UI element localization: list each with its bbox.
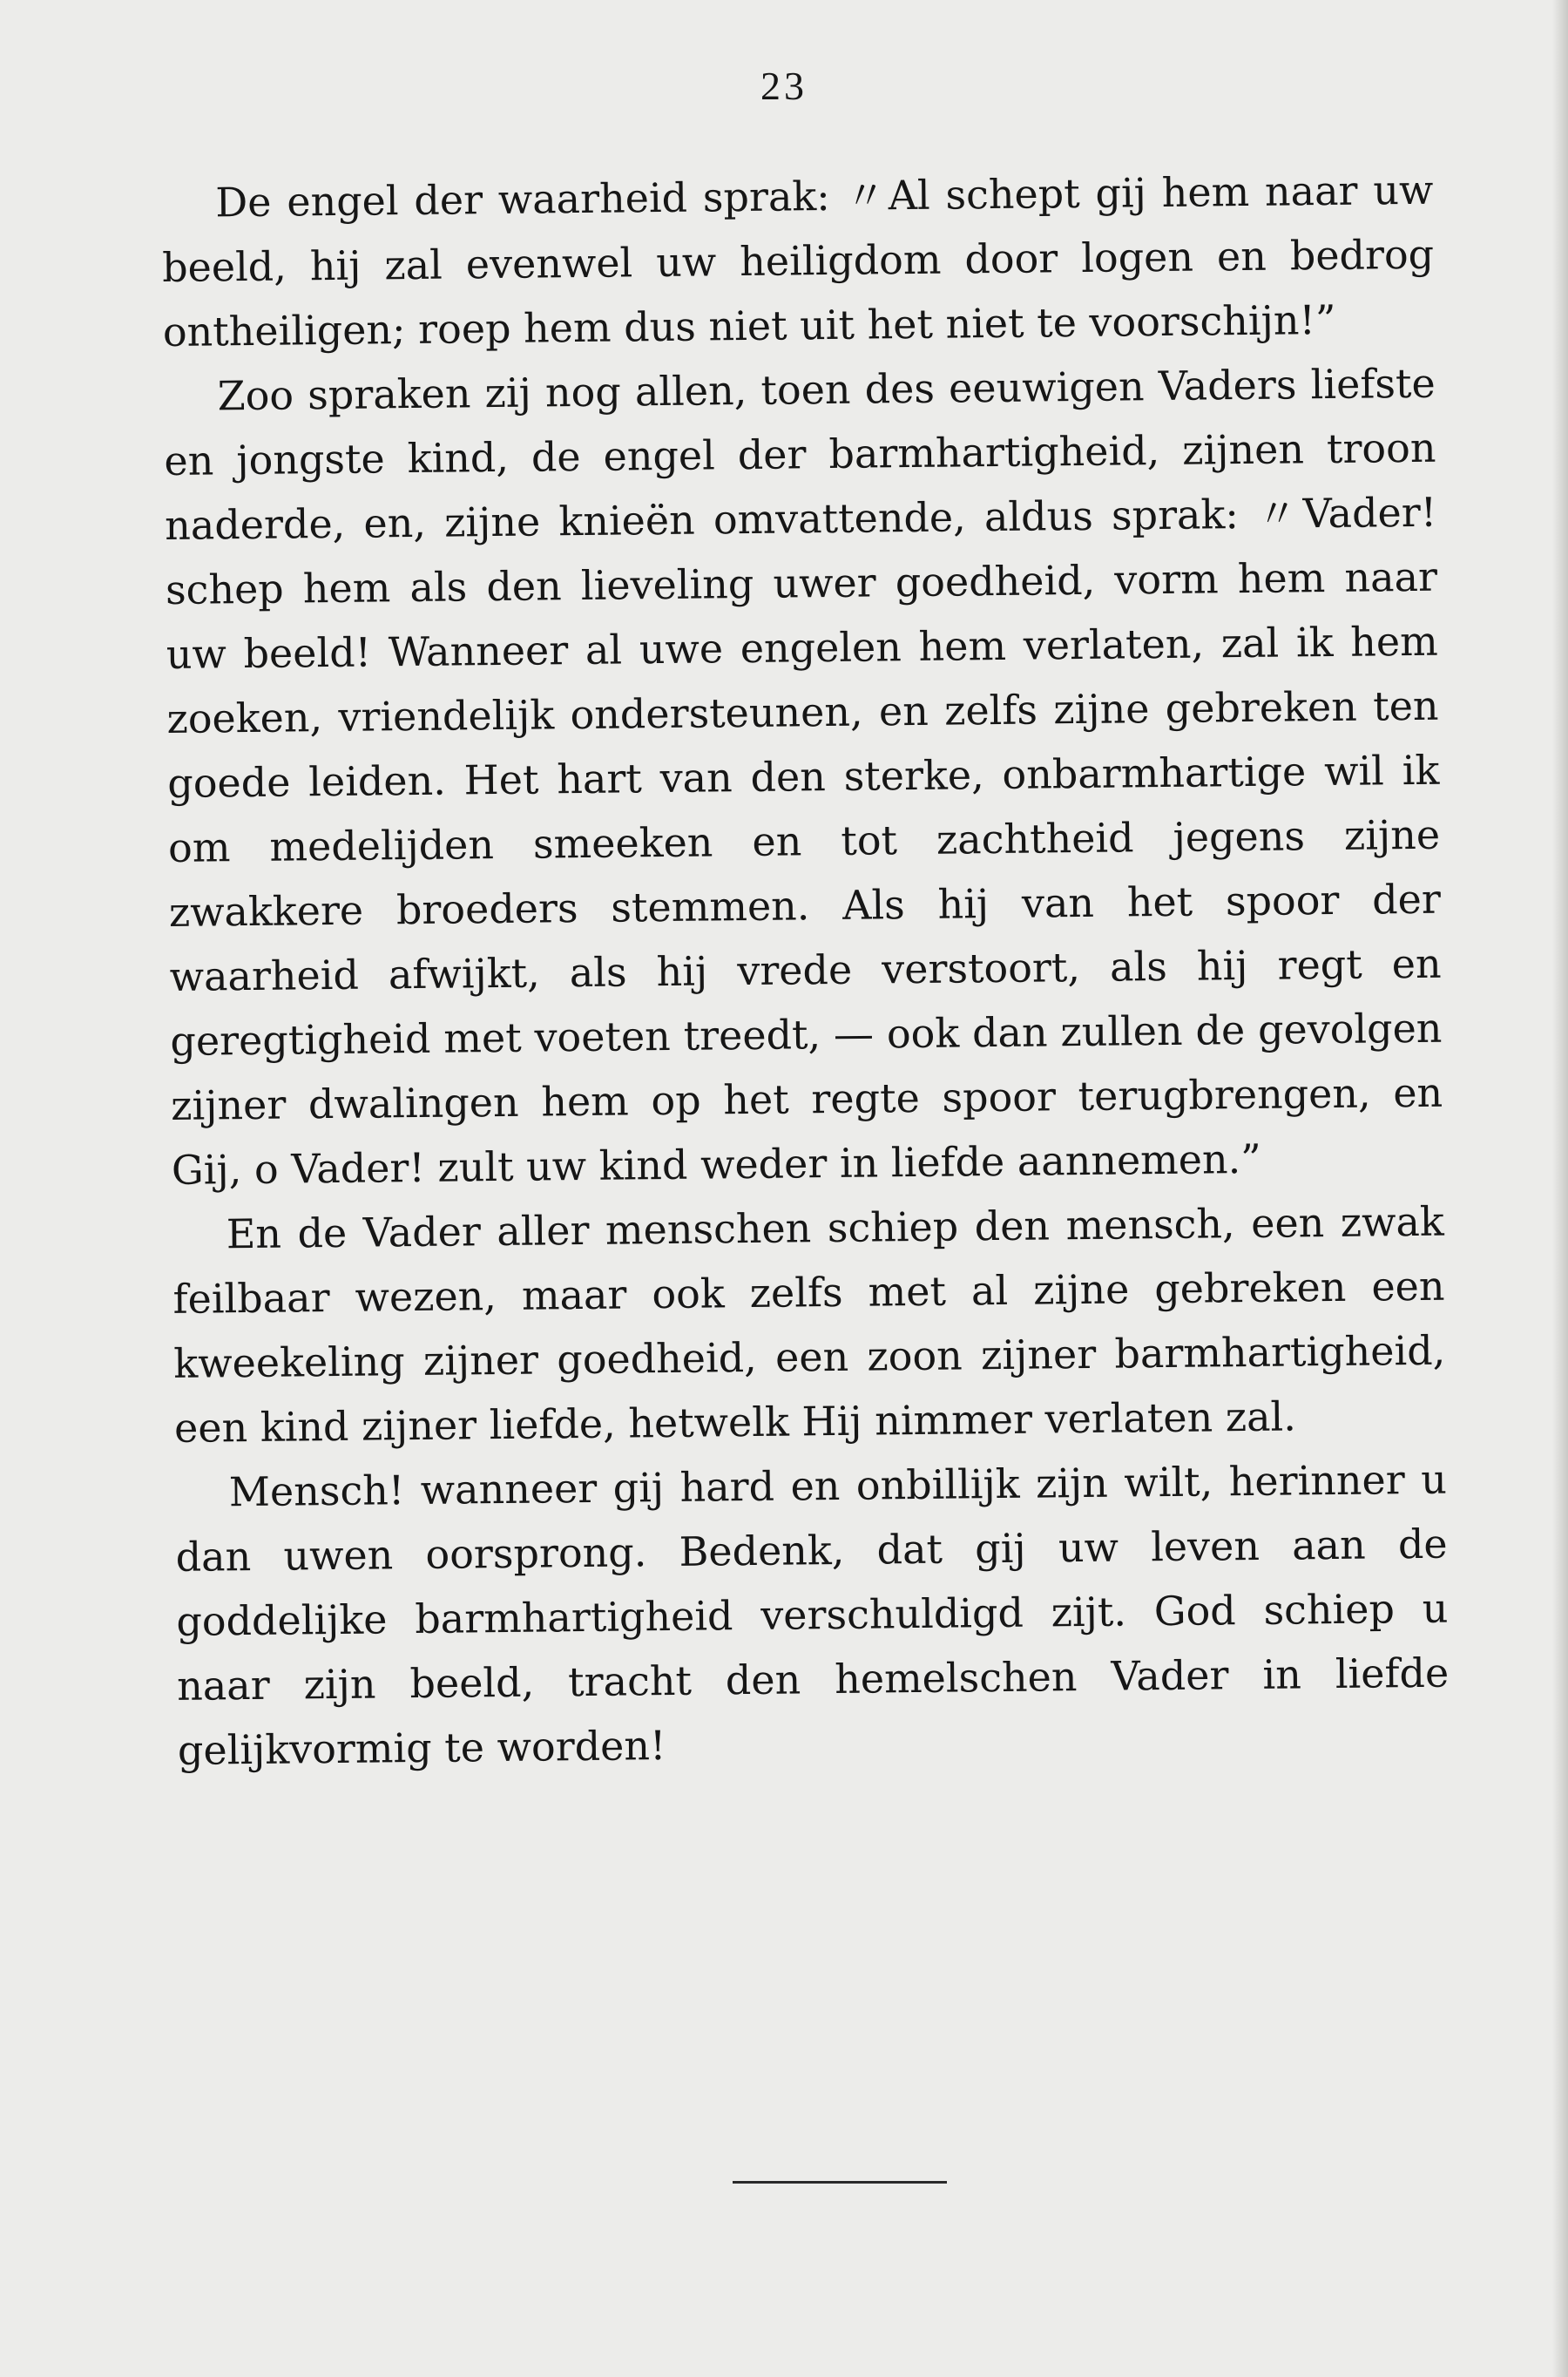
paragraph-4: Mensch! wanneer gij hard en onbillijk zijn wilt, herinner u dan uwen oorsprong. Bedenk, dat gij uw leven aan de goddelijke barmhartigheid verschuldigd zijt. God schiep u naar zijn beeld, tracht den hemelschen Vader in liefde gelijkvormig te worden! [175,1455,1450,1774]
section-separator-rule [733,2181,947,2184]
paragraph-1: De engel der waarheid sprak: 〃Al schept gij hem naar uw beeld, hij zal evenwel uw heiligdom door logen en bedrog ontheiligen; roep hem dus niet uit het niet te voorschijn!” [161,166,1435,356]
page-edge-shadow [1552,0,1568,2377]
paragraph-2: Zoo spraken zij nog allen, toen des eeuwigen Vaders liefste en jongste kind, de engel der barmhartigheid, zijnen troon naderde, en, zijne knieën omvattende, aldus sprak: 〃Vader! schep hem als den lieveling uwer goedheid, vorm hem naar uw beeld! Wanneer al uwe engelen hem verlaten, zal ik hem zoeken, vriendelijk ondersteunen, en zelfs zijne gebreken ten goede leiden. Het hart van den sterke, onbarmhartige wil ik om medelijden smeeken en tot zachtheid jegens zijne zwakkere broeders stemmen. Als hij van het spoor der waarheid afwijkt, als hij vrede verstoort, als hij regt en geregtigheid met voeten treedt, — ook dan zullen de gevolgen zijner dwalingen hem op het regte spoor terugbrengen, en Gij, o Vader! zult uw kind weder in liefde aannemen.” [164,359,1443,1194]
body-text [161,158,1450,1783]
paragraph-3: En de Vader aller menschen schiep den mensch, een zwak feilbaar wezen, maar ook zelfs met al zijne gebreken een kweekeling zijner goedheid, een zoon zijner barmhartigheid, een kind zijner liefde, hetwelk Hij nimmer verlaten zal. [172,1197,1446,1452]
page-number: 23 [760,64,808,108]
